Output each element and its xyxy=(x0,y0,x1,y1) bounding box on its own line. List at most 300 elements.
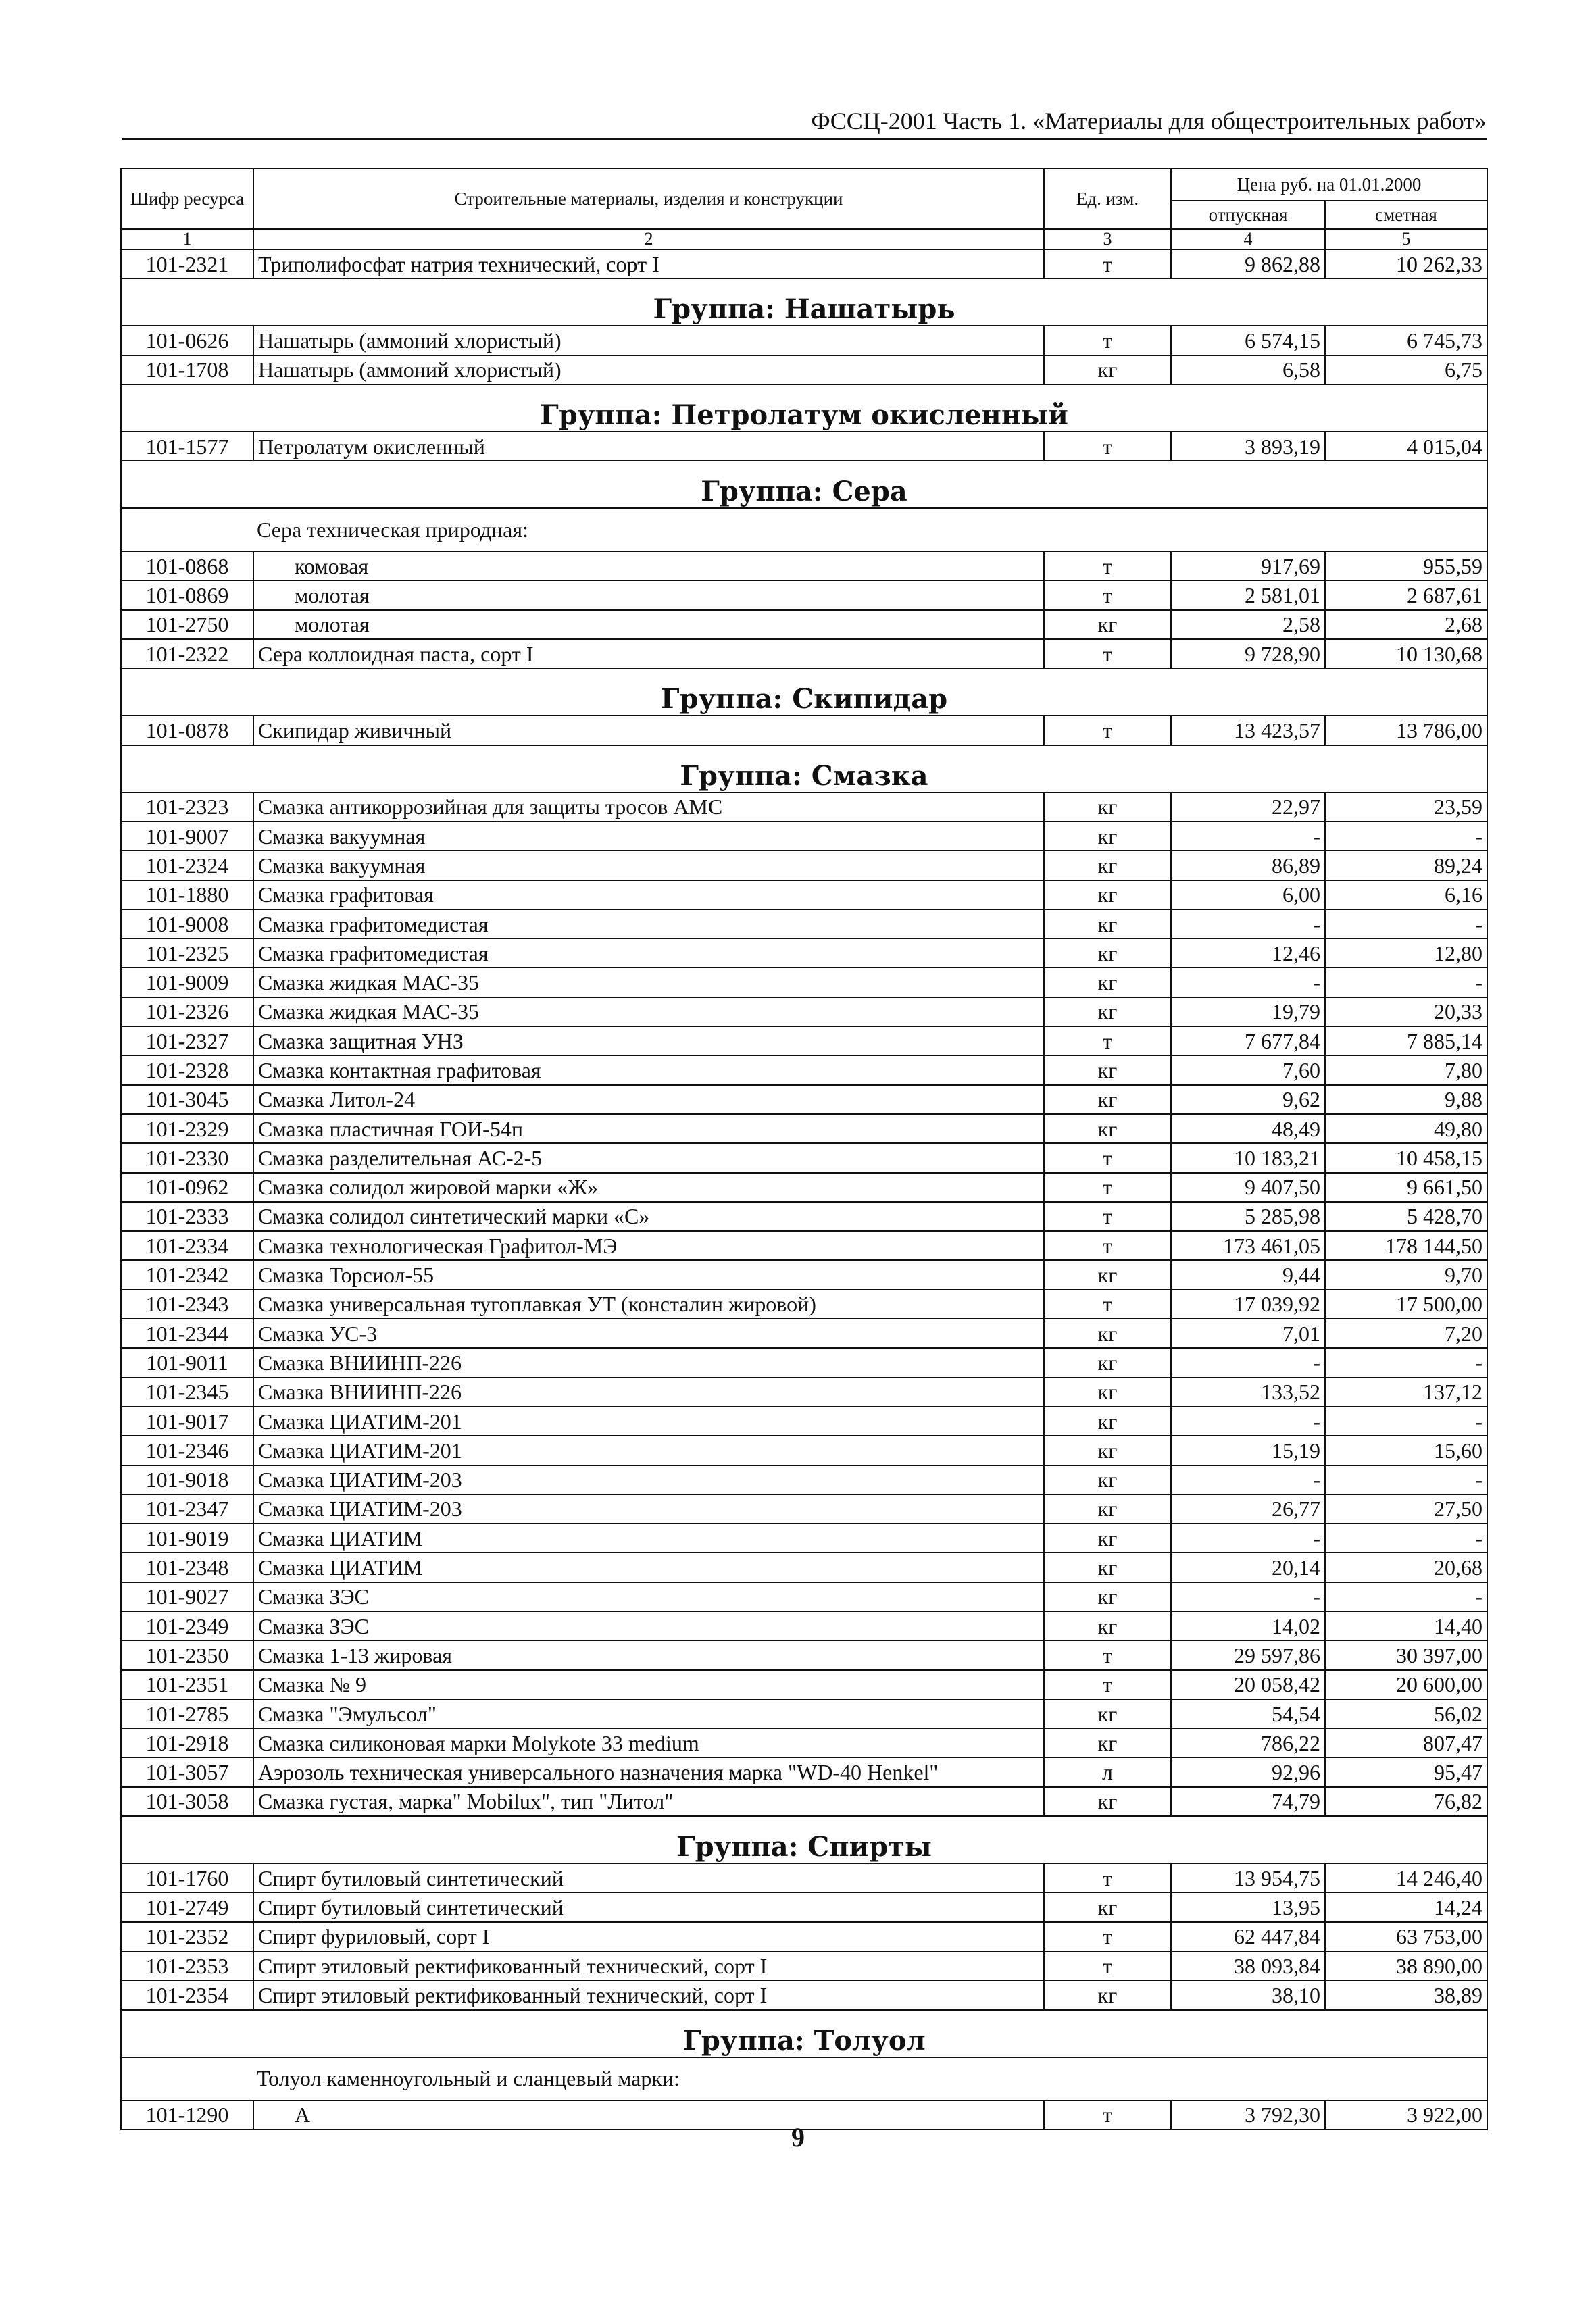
material-name-cell: Смазка ЦИАТИМ xyxy=(253,1553,1044,1582)
material-name-cell: Сера коллоидная паста, сорт I xyxy=(253,639,1044,668)
material-name-cell: Триполифосфат натрия технический, сорт I xyxy=(253,249,1044,278)
estimate-price-cell: 178 144,50 xyxy=(1325,1231,1487,1260)
estimate-price-cell: 89,24 xyxy=(1325,851,1487,880)
material-name-cell: Петролатум окисленный xyxy=(253,432,1044,461)
unit-cell: кг xyxy=(1044,1348,1171,1377)
material-name-cell: Смазка силиконовая марки Molykote 33 medium xyxy=(253,1728,1044,1757)
unit-cell: кг xyxy=(1044,1582,1171,1611)
unit-cell: кг xyxy=(1044,355,1171,384)
col-number: 5 xyxy=(1325,229,1487,249)
estimate-price-cell: - xyxy=(1325,1465,1487,1494)
release-price-cell: 9,62 xyxy=(1171,1085,1325,1114)
release-price-cell: 9,44 xyxy=(1171,1260,1325,1289)
estimate-price-cell: 6 745,73 xyxy=(1325,326,1487,355)
unit-cell: кг xyxy=(1044,1378,1171,1407)
resource-code-cell: 101-2330 xyxy=(121,1143,253,1172)
release-price-cell: 9 728,90 xyxy=(1171,639,1325,668)
material-name-cell: Смазка ЦИАТИМ-203 xyxy=(253,1494,1044,1524)
resource-code-cell: 101-2353 xyxy=(121,1951,253,1980)
release-price-cell: - xyxy=(1171,909,1325,938)
unit-cell: кг xyxy=(1044,967,1171,997)
estimate-price-cell: 2 687,61 xyxy=(1325,580,1487,609)
unit-cell: т xyxy=(1044,1670,1171,1699)
resource-code-cell: 101-2334 xyxy=(121,1231,253,1260)
table-row xyxy=(121,793,1487,822)
resource-code-cell: 101-9009 xyxy=(121,967,253,997)
release-price-cell: 38 093,84 xyxy=(1171,1951,1325,1980)
resource-code-cell: 101-2352 xyxy=(121,1922,253,1951)
unit-cell: кг xyxy=(1044,793,1171,822)
release-price-cell: - xyxy=(1171,1465,1325,1494)
resource-code-cell: 101-3057 xyxy=(121,1757,253,1786)
table-row xyxy=(121,1055,1487,1084)
resource-code-cell: 101-2785 xyxy=(121,1699,253,1728)
release-price-cell: 173 461,05 xyxy=(1171,1231,1325,1260)
resource-code-cell: 101-2349 xyxy=(121,1611,253,1640)
resource-code-cell: 101-2333 xyxy=(121,1202,253,1231)
release-price-cell: - xyxy=(1171,1348,1325,1377)
resource-code-cell: 101-1577 xyxy=(121,432,253,461)
table-row xyxy=(121,1319,1487,1348)
table-row xyxy=(121,1465,1487,1494)
unit-cell: кг xyxy=(1044,1436,1171,1465)
unit-cell: т xyxy=(1044,1951,1171,1980)
material-name-cell: Скипидар живичный xyxy=(253,715,1044,745)
table-row xyxy=(121,1231,1487,1260)
material-name-cell: Смазка защитная УНЗ xyxy=(253,1026,1044,1055)
col-number: 1 xyxy=(121,229,253,249)
unit-cell: т xyxy=(1044,432,1171,461)
unit-cell: кг xyxy=(1044,1524,1171,1553)
resource-code-cell: 101-3045 xyxy=(121,1085,253,1114)
material-name-cell: Смазка жидкая МАС-35 xyxy=(253,967,1044,997)
release-price-cell: 13 423,57 xyxy=(1171,715,1325,745)
unit-cell: кг xyxy=(1044,1465,1171,1494)
release-price-cell: 54,54 xyxy=(1171,1699,1325,1728)
material-name-cell: Смазка универсальная тугоплавкая УТ (консталин жировой) xyxy=(253,1290,1044,1319)
unit-cell: кг xyxy=(1044,610,1171,639)
material-name-cell: Смазка вакуумная xyxy=(253,822,1044,851)
material-name-cell: Нашатырь (аммоний хлористый) xyxy=(253,326,1044,355)
release-price-cell: - xyxy=(1171,967,1325,997)
estimate-price-cell: 23,59 xyxy=(1325,793,1487,822)
table-row xyxy=(121,326,1487,355)
release-price-cell: 9 407,50 xyxy=(1171,1173,1325,1202)
release-price-cell: 20,14 xyxy=(1171,1553,1325,1582)
release-price-cell: 5 285,98 xyxy=(1171,1202,1325,1231)
group-row xyxy=(121,1816,1487,1863)
table-row xyxy=(121,1026,1487,1055)
estimate-price-cell: 20,68 xyxy=(1325,1553,1487,1582)
unit-cell: кг xyxy=(1044,1611,1171,1640)
table-row xyxy=(121,1922,1487,1951)
estimate-price-cell: - xyxy=(1325,967,1487,997)
resource-code-cell: 101-2328 xyxy=(121,1055,253,1084)
table-row xyxy=(121,997,1487,1026)
release-price-cell: - xyxy=(1171,1524,1325,1553)
estimate-price-cell: 38,89 xyxy=(1325,1980,1487,2009)
estimate-price-cell: 6,75 xyxy=(1325,355,1487,384)
resource-code-cell: 101-0962 xyxy=(121,1173,253,1202)
table-row xyxy=(121,1863,1487,1892)
material-name-cell: Смазка разделительная АС-2-5 xyxy=(253,1143,1044,1172)
table-row xyxy=(121,1980,1487,2009)
material-name-cell: Смазка солидол синтетический марки «С» xyxy=(253,1202,1044,1231)
material-name-cell: Смазка вакуумная xyxy=(253,851,1044,880)
estimate-price-cell: 7,20 xyxy=(1325,1319,1487,1348)
unit-cell: т xyxy=(1044,249,1171,278)
resource-code-cell: 101-1880 xyxy=(121,880,253,909)
unit-cell: т xyxy=(1044,1143,1171,1172)
col-number: 2 xyxy=(253,229,1044,249)
table-row xyxy=(121,1728,1487,1757)
resource-code-cell: 101-2326 xyxy=(121,997,253,1026)
release-price-cell: 13,95 xyxy=(1171,1892,1325,1921)
material-name-cell: Спирт фуриловый, сорт I xyxy=(253,1922,1044,1951)
unit-cell: т xyxy=(1044,1173,1171,1202)
table-row xyxy=(121,938,1487,967)
resource-code-cell: 101-2323 xyxy=(121,793,253,822)
estimate-price-cell: 10 458,15 xyxy=(1325,1143,1487,1172)
material-name-cell: Спирт бутиловый синтетический xyxy=(253,1863,1044,1892)
resource-code-cell: 101-2351 xyxy=(121,1670,253,1699)
table-row xyxy=(121,1114,1487,1143)
table-row xyxy=(121,1524,1487,1553)
release-price-cell: 2,58 xyxy=(1171,610,1325,639)
material-name-cell: Смазка графитовая xyxy=(253,880,1044,909)
table-row xyxy=(121,249,1487,278)
table-row xyxy=(121,822,1487,851)
group-row xyxy=(121,2010,1487,2057)
table-row xyxy=(121,1173,1487,1202)
unit-cell: кг xyxy=(1044,1980,1171,2009)
release-price-cell: 17 039,92 xyxy=(1171,1290,1325,1319)
price-table xyxy=(120,168,1488,2130)
unit-cell: кг xyxy=(1044,1892,1171,1921)
estimate-price-cell: 2,68 xyxy=(1325,610,1487,639)
unit-cell: кг xyxy=(1044,1260,1171,1289)
release-price-cell: 92,96 xyxy=(1171,1757,1325,1786)
release-price-cell: 6,58 xyxy=(1171,355,1325,384)
release-price-cell: 48,49 xyxy=(1171,1114,1325,1143)
table-row xyxy=(121,715,1487,745)
col-number: 4 xyxy=(1171,229,1325,249)
resource-code-cell: 101-2749 xyxy=(121,1892,253,1921)
resource-code-cell: 101-9007 xyxy=(121,822,253,851)
release-price-cell: 6,00 xyxy=(1171,880,1325,909)
group-title: Группа: Сера xyxy=(121,461,1487,508)
estimate-price-cell: 20 600,00 xyxy=(1325,1670,1487,1699)
estimate-price-cell: 955,59 xyxy=(1325,551,1487,580)
resource-code-cell: 101-2342 xyxy=(121,1260,253,1289)
material-name-cell: Смазка Литол-24 xyxy=(253,1085,1044,1114)
unit-cell: т xyxy=(1044,551,1171,580)
unit-cell: кг xyxy=(1044,822,1171,851)
subheading-row xyxy=(121,508,1487,551)
subheading-text: Сера техническая природная: xyxy=(121,508,1487,551)
resource-code-cell: 101-2348 xyxy=(121,1553,253,1582)
unit-cell: кг xyxy=(1044,997,1171,1026)
resource-code-cell: 101-2354 xyxy=(121,1980,253,2009)
table-row xyxy=(121,1290,1487,1319)
material-name-cell: Смазка Торсиол-55 xyxy=(253,1260,1044,1289)
resource-code-cell: 101-9018 xyxy=(121,1465,253,1494)
unit-cell: кг xyxy=(1044,938,1171,967)
unit-cell: т xyxy=(1044,639,1171,668)
table-row xyxy=(121,1757,1487,1786)
estimate-price-cell: 95,47 xyxy=(1325,1757,1487,1786)
material-name-cell: Смазка ЗЭС xyxy=(253,1611,1044,1640)
resource-code-cell: 101-1708 xyxy=(121,355,253,384)
estimate-price-cell: 38 890,00 xyxy=(1325,1951,1487,1980)
resource-code-cell: 101-2329 xyxy=(121,1114,253,1143)
material-name-cell: Спирт этиловый ректификованный технический, сорт I xyxy=(253,1980,1044,2009)
table-row xyxy=(121,1436,1487,1465)
resource-code-cell: 101-2347 xyxy=(121,1494,253,1524)
estimate-price-cell: 137,12 xyxy=(1325,1378,1487,1407)
estimate-price-cell: 7 885,14 xyxy=(1325,1026,1487,1055)
material-name-cell: Смазка антикоррозийная для защиты тросов АМС xyxy=(253,793,1044,822)
release-price-cell: 13 954,75 xyxy=(1171,1863,1325,1892)
estimate-price-cell: 10 262,33 xyxy=(1325,249,1487,278)
unit-cell: кг xyxy=(1044,909,1171,938)
unit-cell: кг xyxy=(1044,1319,1171,1348)
estimate-price-cell: - xyxy=(1325,1348,1487,1377)
unit-cell: кг xyxy=(1044,1728,1171,1757)
unit-cell: кг xyxy=(1044,851,1171,880)
unit-cell: кг xyxy=(1044,1787,1171,1816)
resource-code-cell: 101-9027 xyxy=(121,1582,253,1611)
page-header: ФССЦ-2001 Часть 1. «Материалы для общестроительных работ» xyxy=(122,107,1487,140)
estimate-price-cell: - xyxy=(1325,1524,1487,1553)
estimate-price-cell: 17 500,00 xyxy=(1325,1290,1487,1319)
col-header-unit: Ед. изм. xyxy=(1044,168,1171,229)
table-row xyxy=(121,1787,1487,1816)
release-price-cell: 10 183,21 xyxy=(1171,1143,1325,1172)
material-name-cell: Смазка "Эмульсол" xyxy=(253,1699,1044,1728)
release-price-cell: 20 058,42 xyxy=(1171,1670,1325,1699)
unit-cell: т xyxy=(1044,1640,1171,1669)
material-name-cell: молотая xyxy=(253,580,1044,609)
group-row xyxy=(121,461,1487,508)
resource-code-cell: 101-9008 xyxy=(121,909,253,938)
group-title: Группа: Нашатырь xyxy=(121,278,1487,326)
release-price-cell: 38,10 xyxy=(1171,1980,1325,2009)
estimate-price-cell: 63 753,00 xyxy=(1325,1922,1487,1951)
resource-code-cell: 101-9019 xyxy=(121,1524,253,1553)
estimate-price-cell: 27,50 xyxy=(1325,1494,1487,1524)
unit-cell: кг xyxy=(1044,880,1171,909)
material-name-cell: Смазка УС-3 xyxy=(253,1319,1044,1348)
release-price-cell: 14,02 xyxy=(1171,1611,1325,1640)
group-title: Группа: Смазка xyxy=(121,745,1487,793)
table-row xyxy=(121,1202,1487,1231)
table-row xyxy=(121,1378,1487,1407)
col-header-name: Строительные материалы, изделия и конструкции xyxy=(253,168,1044,229)
release-price-cell: 62 447,84 xyxy=(1171,1922,1325,1951)
group-title: Группа: Толуол xyxy=(121,2010,1487,2057)
material-name-cell: Смазка № 9 xyxy=(253,1670,1044,1699)
table-row xyxy=(121,1951,1487,1980)
material-name-cell: Смазка солидол жировой марки «Ж» xyxy=(253,1173,1044,1202)
release-price-cell: 3 893,19 xyxy=(1171,432,1325,461)
group-row xyxy=(121,668,1487,715)
material-name-cell: Аэрозоль техническая универсального назначения марка "WD-40 Henkel" xyxy=(253,1757,1044,1786)
unit-cell: т xyxy=(1044,1202,1171,1231)
table-row xyxy=(121,580,1487,609)
group-row xyxy=(121,745,1487,793)
estimate-price-cell: 76,82 xyxy=(1325,1787,1487,1816)
group-row xyxy=(121,278,1487,326)
material-name-cell: Смазка ЦИАТИМ-201 xyxy=(253,1407,1044,1436)
estimate-price-cell: 30 397,00 xyxy=(1325,1640,1487,1669)
material-name-cell: молотая xyxy=(253,610,1044,639)
table-row xyxy=(121,432,1487,461)
table-row xyxy=(121,639,1487,668)
release-price-cell: - xyxy=(1171,822,1325,851)
estimate-price-cell: - xyxy=(1325,1407,1487,1436)
unit-cell: т xyxy=(1044,1290,1171,1319)
material-name-cell: Спирт этиловый ректификованный технический, сорт I xyxy=(253,1951,1044,1980)
resource-code-cell: 101-1760 xyxy=(121,1863,253,1892)
release-price-cell: 9 862,88 xyxy=(1171,249,1325,278)
material-name-cell: Смазка ЦИАТИМ xyxy=(253,1524,1044,1553)
group-title: Группа: Петролатум окисленный xyxy=(121,384,1487,432)
release-price-cell: 26,77 xyxy=(1171,1494,1325,1524)
material-name-cell: А xyxy=(253,2101,1044,2130)
material-name-cell: Спирт бутиловый синтетический xyxy=(253,1892,1044,1921)
estimate-price-cell: 5 428,70 xyxy=(1325,1202,1487,1231)
unit-cell: т xyxy=(1044,2101,1171,2130)
estimate-price-cell: 20,33 xyxy=(1325,997,1487,1026)
resource-code-cell: 101-2350 xyxy=(121,1640,253,1669)
release-price-cell: 2 581,01 xyxy=(1171,580,1325,609)
release-price-cell: 86,89 xyxy=(1171,851,1325,880)
resource-code-cell: 101-2750 xyxy=(121,610,253,639)
table-row xyxy=(121,1407,1487,1436)
table-row xyxy=(121,1085,1487,1114)
material-name-cell: комовая xyxy=(253,551,1044,580)
table-body xyxy=(121,249,1487,2130)
release-price-cell: 6 574,15 xyxy=(1171,326,1325,355)
resource-code-cell: 101-0626 xyxy=(121,326,253,355)
table-row xyxy=(121,1348,1487,1377)
estimate-price-cell: 14,24 xyxy=(1325,1892,1487,1921)
table-row xyxy=(121,1582,1487,1611)
release-price-cell: 917,69 xyxy=(1171,551,1325,580)
group-title: Группа: Скипидар xyxy=(121,668,1487,715)
unit-cell: т xyxy=(1044,1863,1171,1892)
table-row xyxy=(121,1611,1487,1640)
col-header-code: Шифр ресурса xyxy=(121,168,253,229)
release-price-cell: 12,46 xyxy=(1171,938,1325,967)
material-name-cell: Смазка ВНИИНП-226 xyxy=(253,1378,1044,1407)
resource-code-cell: 101-0868 xyxy=(121,551,253,580)
resource-code-cell: 101-1290 xyxy=(121,2101,253,2130)
page-number: 9 xyxy=(791,2122,805,2153)
estimate-price-cell: 13 786,00 xyxy=(1325,715,1487,745)
release-price-cell: 19,79 xyxy=(1171,997,1325,1026)
resource-code-cell: 101-2343 xyxy=(121,1290,253,1319)
table-row xyxy=(121,1699,1487,1728)
material-name-cell: Нашатырь (аммоний хлористый) xyxy=(253,355,1044,384)
material-name-cell: Смазка густая, марка" Mobilux", тип "Литол" xyxy=(253,1787,1044,1816)
release-price-cell: 7,01 xyxy=(1171,1319,1325,1348)
unit-cell: кг xyxy=(1044,1085,1171,1114)
estimate-price-cell: 9,88 xyxy=(1325,1085,1487,1114)
release-price-cell: 22,97 xyxy=(1171,793,1325,822)
resource-code-cell: 101-9017 xyxy=(121,1407,253,1436)
group-row xyxy=(121,384,1487,432)
col-header-price: Цена руб. на 01.01.2000 xyxy=(1171,168,1487,201)
material-name-cell: Смазка ЗЭС xyxy=(253,1582,1044,1611)
estimate-price-cell: 14,40 xyxy=(1325,1611,1487,1640)
estimate-price-cell: 10 130,68 xyxy=(1325,639,1487,668)
resource-code-cell: 101-2322 xyxy=(121,639,253,668)
resource-code-cell: 101-2346 xyxy=(121,1436,253,1465)
material-name-cell: Смазка ЦИАТИМ-201 xyxy=(253,1436,1044,1465)
resource-code-cell: 101-2325 xyxy=(121,938,253,967)
table-row xyxy=(121,1640,1487,1669)
table-row xyxy=(121,1670,1487,1699)
unit-cell: л xyxy=(1044,1757,1171,1786)
unit-cell: т xyxy=(1044,326,1171,355)
resource-code-cell: 101-2344 xyxy=(121,1319,253,1348)
material-name-cell: Смазка ЦИАТИМ-203 xyxy=(253,1465,1044,1494)
resource-code-cell: 101-0869 xyxy=(121,580,253,609)
release-price-cell: 3 792,30 xyxy=(1171,2101,1325,2130)
release-price-cell: - xyxy=(1171,1407,1325,1436)
material-name-cell: Смазка графитомедистая xyxy=(253,909,1044,938)
col-header-estimate: сметная xyxy=(1325,201,1487,229)
table-row xyxy=(121,1494,1487,1524)
estimate-price-cell: 49,80 xyxy=(1325,1114,1487,1143)
subheading-row xyxy=(121,2057,1487,2101)
table-row xyxy=(121,610,1487,639)
table-row xyxy=(121,851,1487,880)
estimate-price-cell: 4 015,04 xyxy=(1325,432,1487,461)
release-price-cell: 786,22 xyxy=(1171,1728,1325,1757)
material-name-cell: Смазка графитомедистая xyxy=(253,938,1044,967)
estimate-price-cell: 14 246,40 xyxy=(1325,1863,1487,1892)
resource-code-cell: 101-3058 xyxy=(121,1787,253,1816)
table-row xyxy=(121,1553,1487,1582)
resource-code-cell: 101-2345 xyxy=(121,1378,253,1407)
estimate-price-cell: 9,70 xyxy=(1325,1260,1487,1289)
estimate-price-cell: 3 922,00 xyxy=(1325,2101,1487,2130)
unit-cell: кг xyxy=(1044,1407,1171,1436)
estimate-price-cell: 7,80 xyxy=(1325,1055,1487,1084)
estimate-price-cell: - xyxy=(1325,822,1487,851)
unit-cell: кг xyxy=(1044,1055,1171,1084)
group-title: Группа: Спирты xyxy=(121,1816,1487,1863)
release-price-cell: - xyxy=(1171,1582,1325,1611)
unit-cell: т xyxy=(1044,1922,1171,1951)
col-header-release: отпускная xyxy=(1171,201,1325,229)
unit-cell: т xyxy=(1044,715,1171,745)
resource-code-cell: 101-2321 xyxy=(121,249,253,278)
material-name-cell: Смазка пластичная ГОИ-54п xyxy=(253,1114,1044,1143)
table-row xyxy=(121,1143,1487,1172)
unit-cell: кг xyxy=(1044,1699,1171,1728)
unit-cell: кг xyxy=(1044,1553,1171,1582)
unit-cell: кг xyxy=(1044,1494,1171,1524)
table-row xyxy=(121,1892,1487,1921)
resource-code-cell: 101-9011 xyxy=(121,1348,253,1377)
subheading-text: Толуол каменноугольный и сланцевый марки: xyxy=(121,2057,1487,2101)
estimate-price-cell: 807,47 xyxy=(1325,1728,1487,1757)
release-price-cell: 133,52 xyxy=(1171,1378,1325,1407)
